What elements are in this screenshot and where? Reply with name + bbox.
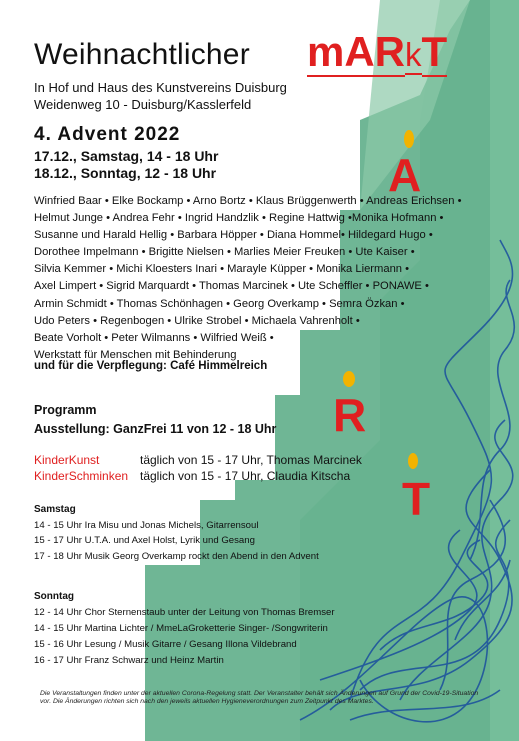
sunday-heading: Sonntag	[34, 591, 74, 602]
sunday-item: 15 - 16 Uhr Lesung / Musik Gitarre / Gesang Illona Vildebrand	[34, 639, 297, 650]
corona-note: Die Veranstaltungen finden unter der aktuellen Corona-Regelung statt. Der Veranstalter behält sich Änderungen auf Grund der Covid-19-Situation vor. Die Änderungen richten sich nach den jeweils aktuellen Hygieneverordnungen zum Zeitpunkt des Marktes.	[40, 690, 479, 705]
kinder-kunst-row	[34, 453, 362, 467]
kinder-schminken-label: Schminken	[68, 469, 129, 483]
artist-line: Helmut Junge • Andrea Fehr • Ingrid Handzlik • Regine Hattwig •Monika Hofmann •	[34, 212, 444, 225]
decor-letter-t: T	[402, 473, 431, 525]
artist-line: Silvia Kemmer • Michi Kloesters Inari • Marayle Küpper • Monika Liermann •	[34, 263, 410, 276]
exhibition-line: Ausstellung: GanzFrei 11 von 12 - 18 Uhr	[34, 422, 277, 436]
subtitle-address: Weidenweg 10 - Duisburg/Kasslerfeld	[34, 97, 252, 112]
title-markt-big2: T	[421, 28, 448, 75]
saturday-item: 14 - 15 Uhr Ira Misu und Jonas Michels, Gitarrensoul	[34, 520, 259, 531]
artist-line: Werkstatt für Menschen mit Behinderung	[34, 348, 237, 361]
catering-line: und für die Verpflegung: Café Himmelreich	[34, 360, 268, 372]
program-heading: Programm	[34, 403, 97, 417]
date-sunday: 18.12., Sonntag, 12 - 18 Uhr	[34, 165, 217, 181]
artist-line: Armin Schmidt • Thomas Schönhagen • Georg Overkamp • Semra Özkan •	[34, 297, 405, 310]
kinder-schminken-row	[34, 469, 351, 483]
saturday-heading: Samstag	[34, 504, 76, 515]
kinder-schminken-label-red: Kinder	[34, 469, 69, 483]
title-markt-big1: mAR	[307, 28, 406, 75]
kinder-kunst-label: Kunst	[68, 453, 100, 467]
title-weihnachtlicher: Weihnachtlicher	[34, 38, 250, 71]
kinder-kunst-label-red: Kinder	[34, 453, 69, 467]
saturday-item: 17 - 18 Uhr Musik Georg Overkamp rockt den Abend in den Advent	[34, 551, 319, 562]
sunday-item: 16 - 17 Uhr Franz Schwarz und Heinz Martin	[34, 655, 224, 666]
artist-line: Axel Limpert • Sigrid Marquardt • Thomas Marcinek • Ute Scheffler • PONAWE •	[34, 280, 429, 293]
artist-line: Dorothee Impelmann • Brigitte Nielsen • Marlies Meier Freuken • Ute Kaiser •	[34, 246, 415, 259]
kinder-kunst-text: täglich von 15 - 17 Uhr, Thomas Marcinek	[140, 453, 362, 467]
artist-list	[34, 193, 504, 364]
subtitle-venue: In Hof und Haus des Kunstvereins Duisburg	[34, 80, 287, 95]
title-markt	[307, 28, 447, 76]
advent-heading: 4. Advent 2022	[34, 124, 181, 145]
date-saturday: 17.12., Samstag, 14 - 18 Uhr	[34, 148, 219, 164]
kinder-schminken-text: täglich von 15 - 17 Uhr, Claudia Kitscha	[140, 469, 351, 483]
sunday-item: 12 - 14 Uhr Chor Sternenstaub unter der Leitung von Thomas Bremser	[34, 607, 335, 618]
title-markt-small: k	[405, 36, 422, 73]
artist-line: Udo Peters • Regenbogen • Ulrike Strobel • Michaela Vahrenholt •	[34, 314, 360, 327]
artist-line: Beate Vorholt • Peter Wilmanns • Wilfried Weiß •	[34, 331, 274, 344]
decor-letter-a: A	[388, 149, 422, 201]
artist-line: Winfried Baar • Elke Bockamp • Arno Bortz • Klaus Brüggenwerth • Andreas Erichsen •	[34, 195, 462, 207]
saturday-item: 15 - 17 Uhr U.T.A. und Axel Holst, Lyrik und Gesang	[34, 535, 255, 546]
artist-line: Susanne und Harald Hellig • Barbara Höpper • Diana Hommel• Hildegard Hugo •	[34, 229, 433, 242]
decor-letter-r: R	[333, 389, 367, 441]
sunday-item: 14 - 15 Uhr Martina Lichter / MmeLaGroketterie Singer- /Songwriterin	[34, 623, 328, 634]
